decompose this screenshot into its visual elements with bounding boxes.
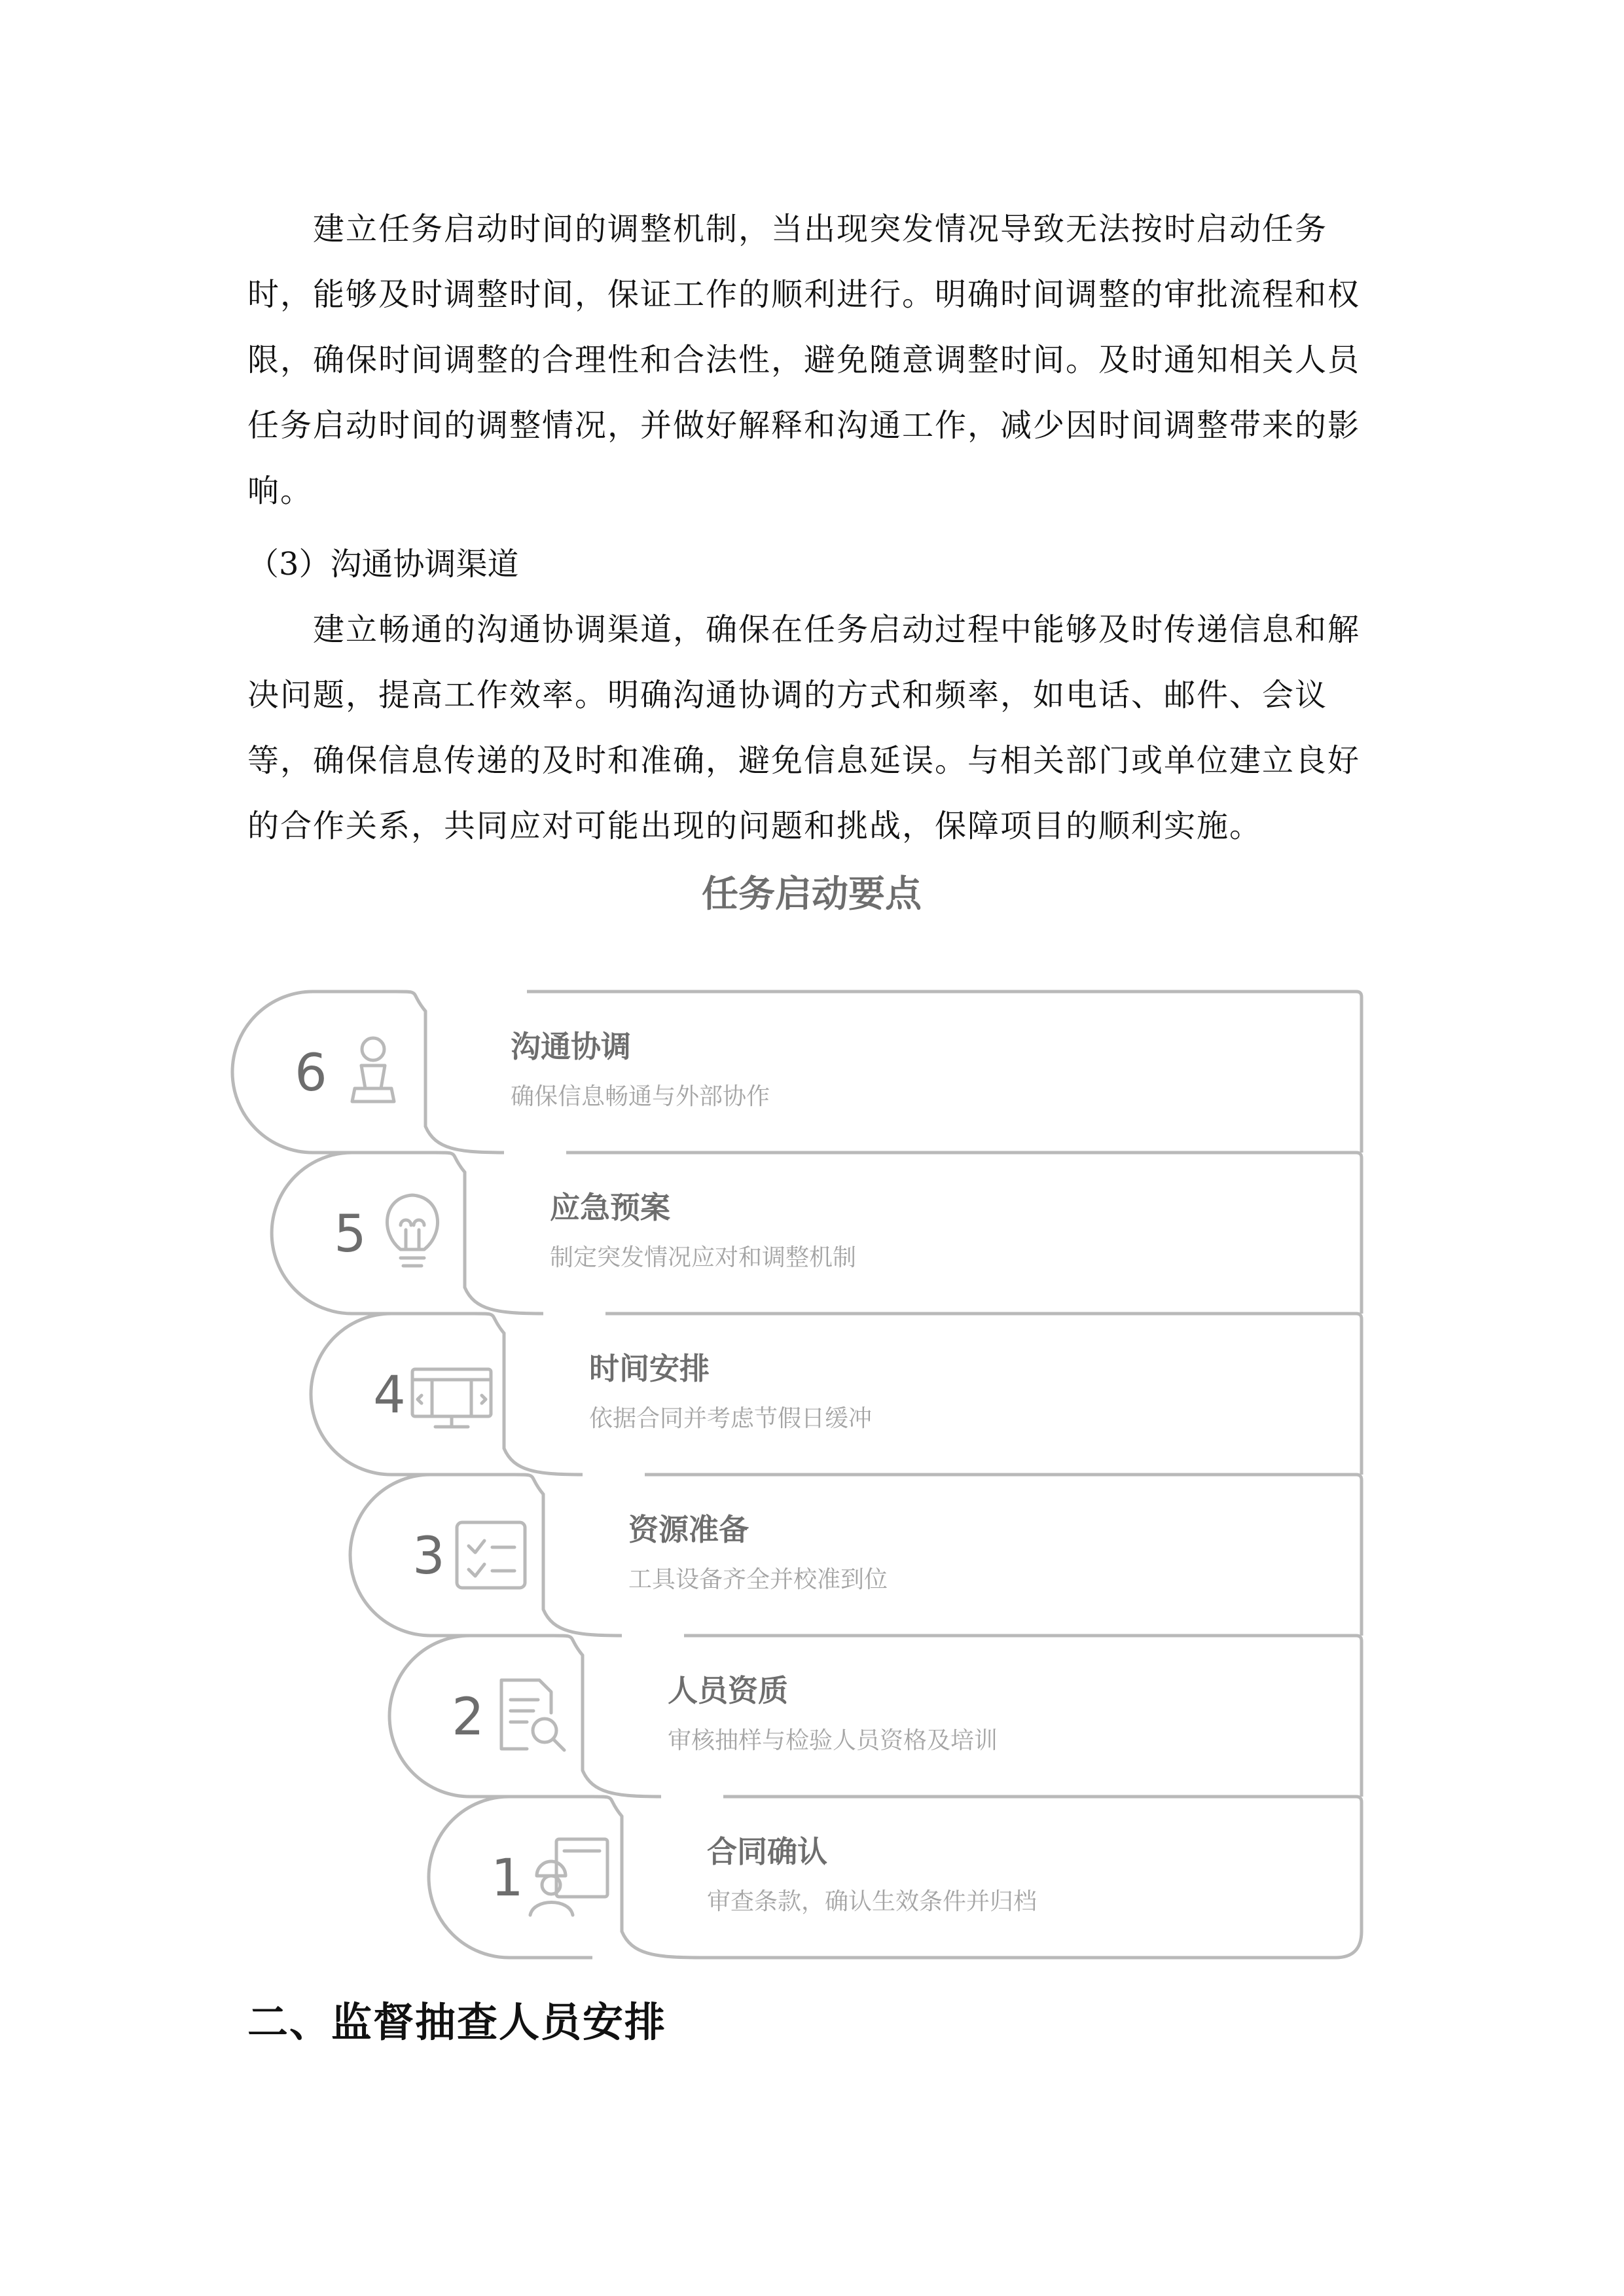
step-number: 4 <box>373 1366 406 1425</box>
step-description: 工具设备齐全并校准到位 <box>628 1566 888 1593</box>
step-2 <box>389 1636 1362 1797</box>
step-5 <box>272 1153 1362 1314</box>
step-description: 审查条款，确认生效条件并归档 <box>707 1888 1038 1915</box>
paragraph-line: 决问题，提高工作效率。明确沟通协调的方式和频率，如电话、邮件、会议 <box>247 677 1328 713</box>
step-number: 1 <box>491 1849 524 1908</box>
step-label: 人员资质 <box>668 1673 788 1708</box>
step-description: 审核抽样与检验人员资格及培训 <box>668 1727 998 1754</box>
lightbulb-icon <box>387 1195 437 1266</box>
step-description: 制定突发情况应对和调整机制 <box>550 1244 857 1271</box>
step-connector <box>396 992 504 1153</box>
step-band <box>684 1636 1362 1797</box>
step-label: 沟通协调 <box>511 1029 631 1064</box>
step-connector <box>553 1636 661 1797</box>
subheading-communication: （3）沟通协调渠道 <box>247 546 519 583</box>
paragraph-line: 时，能够及时调整时间，保证工作的顺利进行。明确时间调整的审批流程和权 <box>247 276 1361 313</box>
worker-plan-icon <box>530 1839 607 1915</box>
paragraph-line: 任务启动时间的调整情况，并做好解释和沟通工作，减少因时间调整带来的影 <box>247 407 1361 444</box>
checklist-icon <box>457 1522 525 1588</box>
step-6 <box>232 992 1362 1153</box>
calendar-monitor-icon <box>412 1369 491 1427</box>
step-description: 依据合同并考虑节假日缓冲 <box>589 1405 873 1432</box>
step-number: 2 <box>452 1688 484 1747</box>
step-band <box>566 1153 1362 1314</box>
step-1 <box>429 1797 1362 1958</box>
paragraph-line: 等，确保信息传递的及时和准确，避免信息延误。与相关部门或单位建立良好 <box>247 742 1361 779</box>
step-connector <box>514 1475 622 1636</box>
paragraph-line: 建立畅通的沟通协调渠道，确保在任务启动过程中能够及时传递信息和解 <box>313 611 1361 648</box>
step-label: 应急预案 <box>550 1190 670 1225</box>
step-number: 5 <box>334 1205 367 1264</box>
section-heading: 二、监督抽查人员安排 <box>247 1998 667 2046</box>
paragraph-line: 限，确保时间调整的合理性和合法性，避免随意调整时间。及时通知相关人员 <box>247 342 1361 378</box>
step-band <box>605 1314 1362 1475</box>
paragraph-line: 的合作关系，共同应对可能出现的问题和挑战，保障项目的顺利实施。 <box>247 808 1263 844</box>
step-number: 3 <box>412 1527 445 1586</box>
person-award-icon <box>352 1038 394 1102</box>
step-number: 6 <box>295 1044 327 1103</box>
infographic-title: 任务启动要点 <box>702 873 922 916</box>
step-band <box>645 1475 1362 1636</box>
step-band-bottom <box>700 1931 1362 1958</box>
paragraph-line: 响。 <box>247 473 314 509</box>
step-connector <box>435 1153 543 1314</box>
step-label: 时间安排 <box>589 1351 710 1386</box>
step-label: 资源准备 <box>628 1512 749 1547</box>
step-label: 合同确认 <box>707 1834 827 1869</box>
document-search-icon <box>501 1680 564 1750</box>
step-4 <box>311 1314 1362 1475</box>
paragraph-line: 建立任务启动时间的调整机制，当出现突发情况导致无法按时启动任务 <box>313 211 1328 247</box>
step-description: 确保信息畅通与外部协作 <box>511 1083 770 1110</box>
step-band <box>527 992 1362 1153</box>
step-3 <box>350 1475 1362 1636</box>
